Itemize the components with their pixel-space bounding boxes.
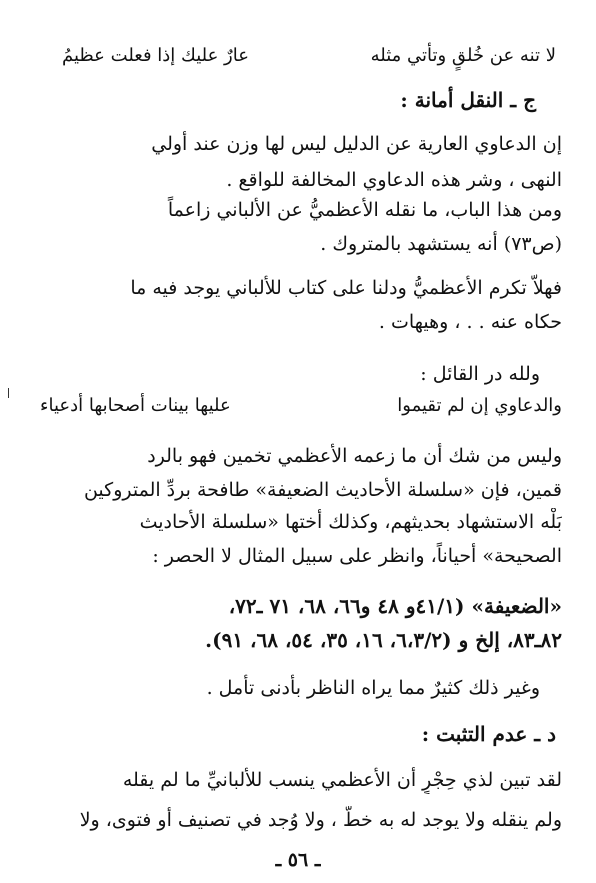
paragraph-3-line-3: بَلْه الاستشهاد بحديثهم، وكذلك أختها «سلسلة الأحاديث — [139, 511, 562, 533]
paragraph-1-line-2: النهى ، وشر هذه الدعاوي المخالفة للواقع . — [226, 169, 562, 191]
page-number: ـ ٥٦ ـ — [275, 849, 321, 871]
paragraph-2-line-1: فهلاّ تكرم الأعظميُّ ودلنا على كتاب للألباني يوجد فيه ما — [130, 277, 562, 299]
verse-2-first-half: والدعاوي إن لم تقيموا — [397, 395, 562, 416]
paragraph-3-line-1: وليس من شك أن ما زعمه الأعظمي تخمين فهو بالرد — [147, 445, 562, 467]
verse-1-second-half: عارٌ عليك إذا فعلت عظيمُ — [62, 45, 249, 66]
section-heading-c: ج ـ النقل أمانة : — [400, 88, 536, 112]
paragraph-3-line-2: قمين، فإن «سلسلة الأحاديث الضعيفة» طافحة بردِّ المتروكين — [83, 479, 562, 501]
paragraph-4: وغير ذلك كثيرٌ مما يراه الناظر بأدنى تأمل . — [206, 677, 540, 699]
margin-mark — [8, 388, 9, 398]
verse-1-first-half: لا تنه عن خُلقٍ وتأتي مثله — [370, 45, 556, 66]
quote-intro: ولله در القائل : — [420, 363, 540, 385]
paragraph-1-line-1: إن الدعاوي العارية عن الدليل ليس لها وزن عند أولي — [151, 133, 562, 155]
section-heading-d: د ـ عدم التثبت : — [421, 722, 556, 746]
references-line-2: ٨٢ـ٨٣، إلخ و (٦،٣/٢، ١٦، ٣٥، ٥٤، ٦٨، ٩١). — [205, 628, 562, 652]
paragraph-5-line-1: لقد تبين لذي حِجْرٍ أن الأعظمي ينسب للألبانيِّ ما لم يقله — [122, 769, 562, 791]
paragraph-1-line-3: ومن هذا الباب، ما نقله الأعظميُّ عن الألباني زاعماً — [167, 199, 562, 221]
paragraph-3-line-4: الصحيحة» أحياناً، وانظر على سبيل المثال لا الحصر : — [152, 545, 562, 567]
paragraph-1-line-4: (ص٧٣) أنه يستشهد بالمتروك . — [320, 233, 562, 255]
references-line-1: «الضعيفة» (٤١/١و ٤٨ و٦٦، ٦٨، ٧١ ـ٧٢، — [228, 594, 562, 618]
paragraph-5-line-2: ولم ينقله ولا يوجد له به خطٌّ ، ولا وُجد في تصنيف أو فتوى، ولا — [79, 809, 562, 831]
paragraph-2-line-2: حكاه عنه . . ، وهيهات . — [378, 311, 562, 333]
verse-2-second-half: عليها بينات أصحابها أدعياء — [40, 395, 231, 416]
